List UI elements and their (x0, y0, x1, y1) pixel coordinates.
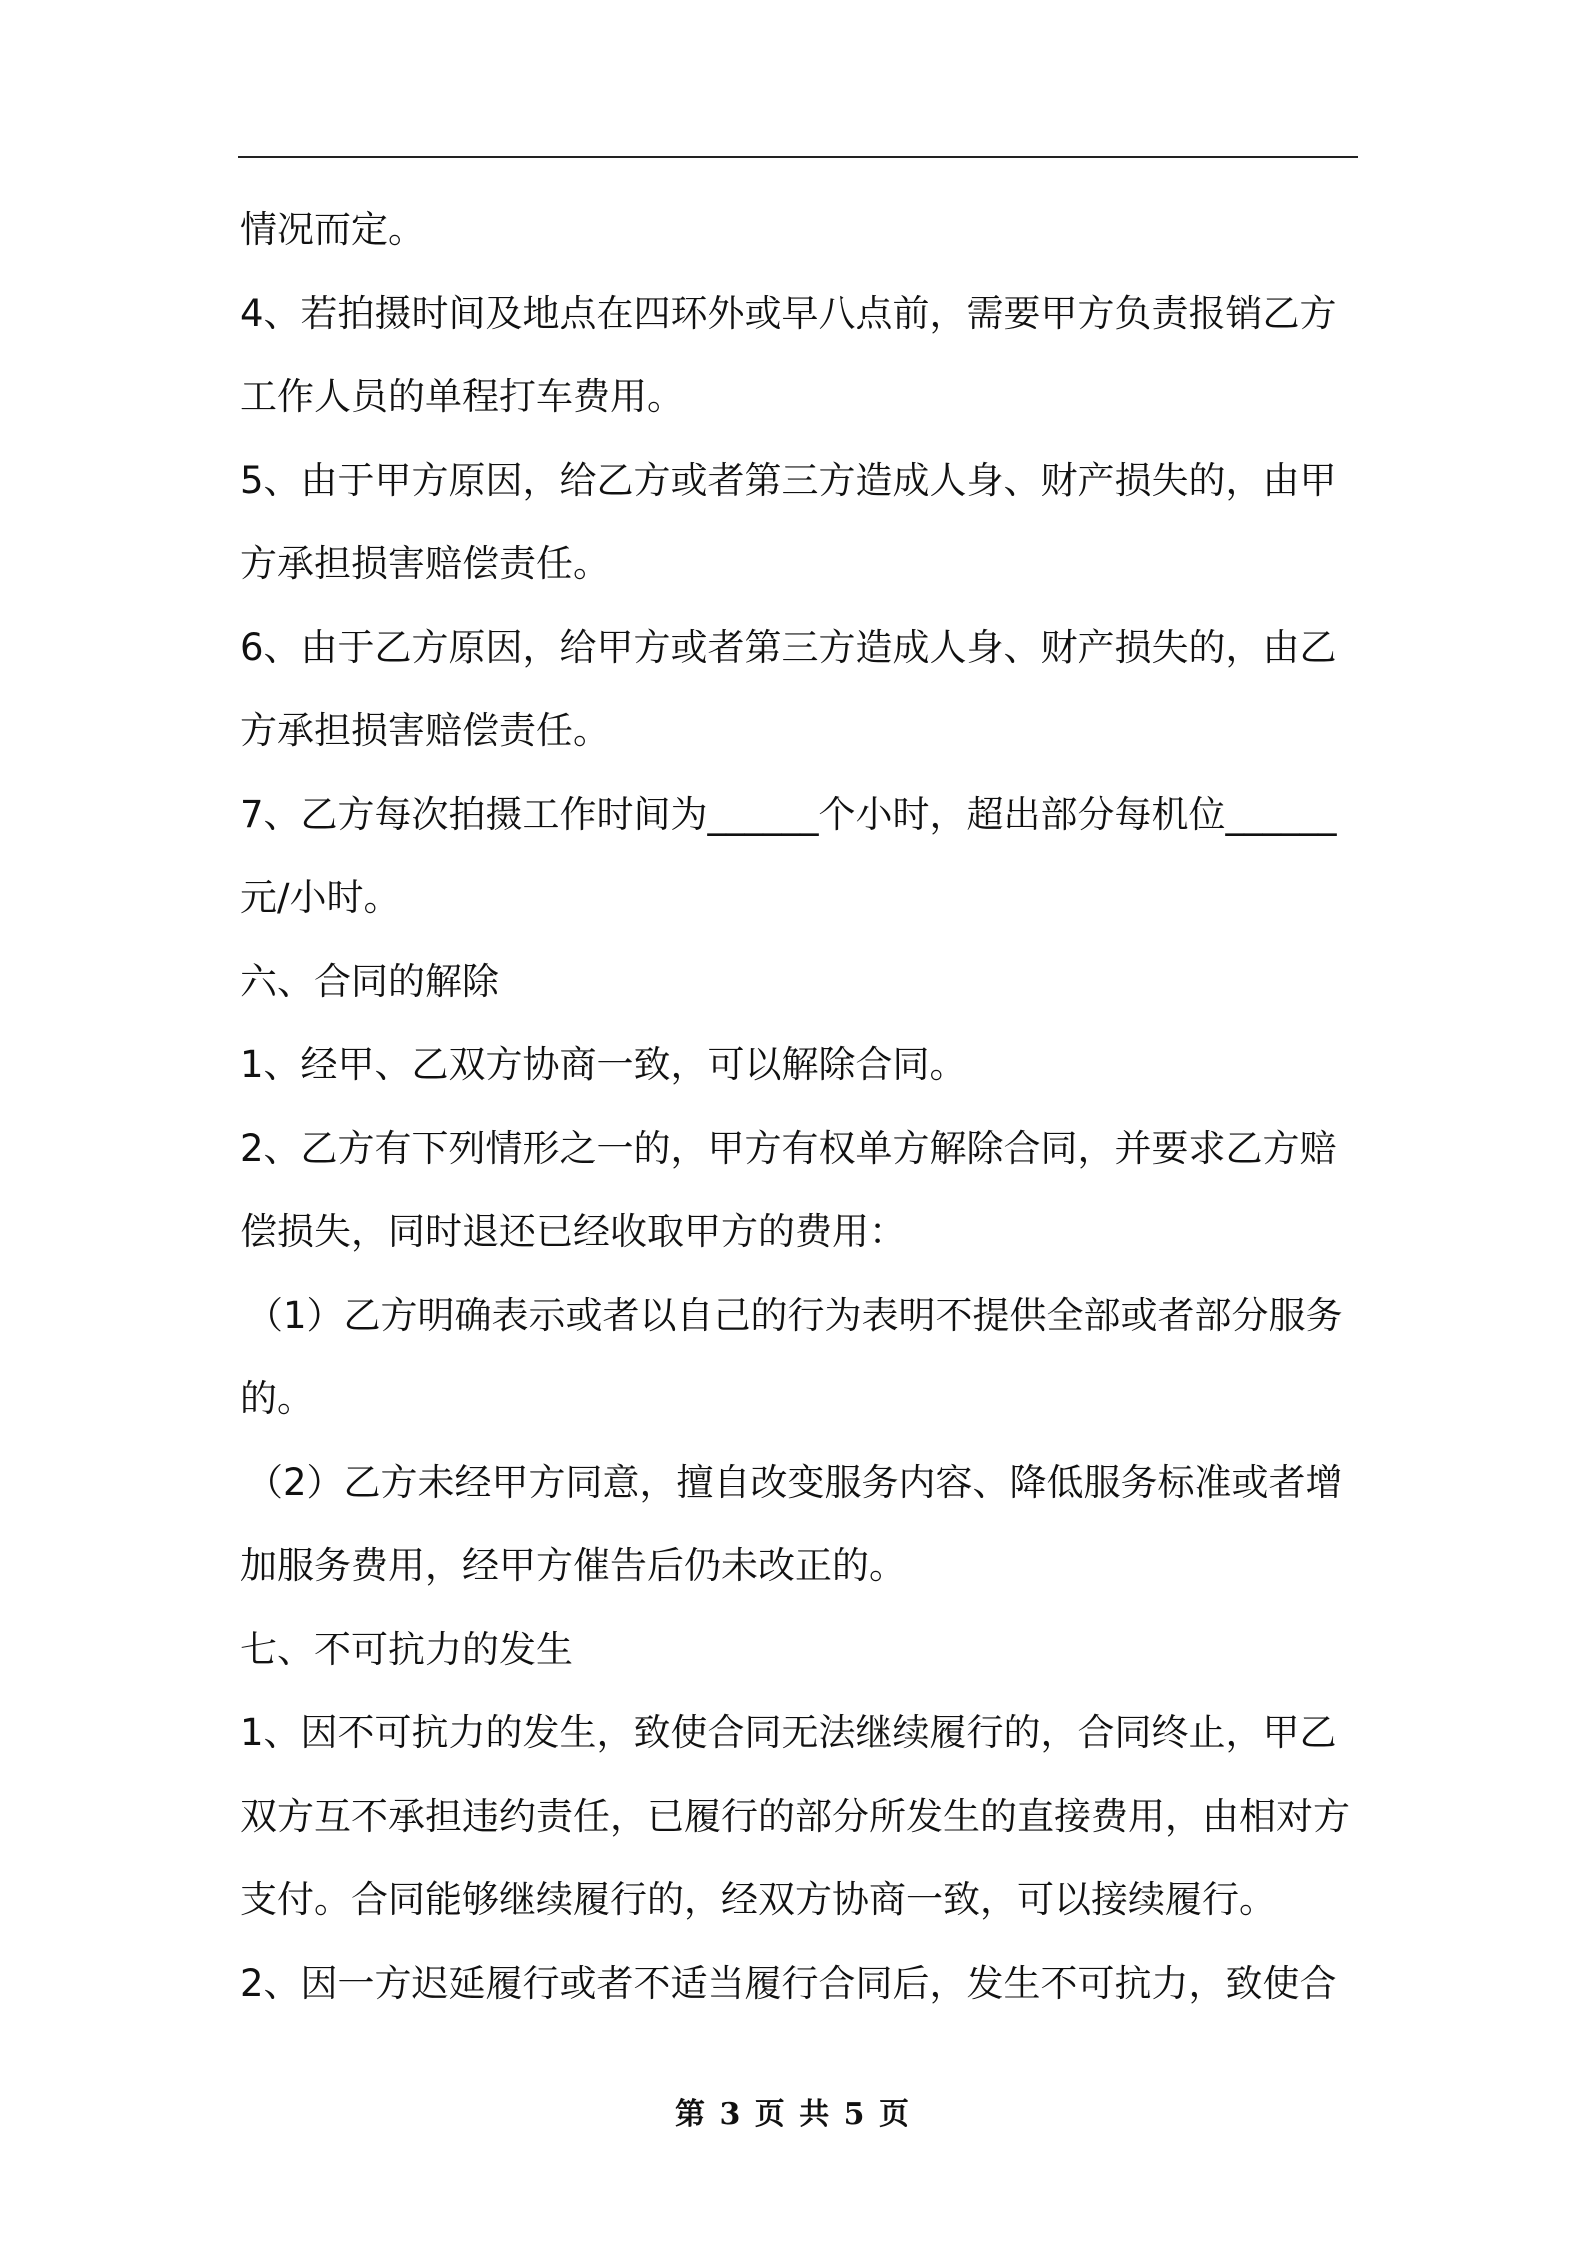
text-line: 的。 (240, 1377, 314, 1420)
text-line: 2、因一方迟延履行或者不适当履行合同后，发生不可抗力，致使合 (240, 1961, 1337, 2005)
text-line: 工作人员的单程打车费用。 (240, 375, 684, 418)
text-line: 支付。合同能够继续履行的，经双方协商一致，可以接续履行。 (240, 1878, 1276, 1921)
text-line: 方承担损害赔偿责任。 (240, 542, 610, 585)
text-line: 元/小时。 (240, 876, 401, 919)
text-line: 情况而定。 (240, 208, 425, 251)
text-line: 方承担损害赔偿责任。 (240, 709, 610, 752)
text-line: 偿损失，同时退还已经收取甲方的费用： (240, 1210, 906, 1253)
text-line: 双方互不承担违约责任，已履行的部分所发生的直接费用，由相对方 (240, 1794, 1350, 1838)
text-line: 6、由于乙方原因，给甲方或者第三方造成人身、财产损失的，由乙 (240, 625, 1337, 669)
text-line: （2）乙方未经甲方同意，擅自改变服务内容、降低服务标准或者增 (246, 1460, 1343, 1504)
document-body (240, 188, 1360, 2025)
text-line: 7、乙方每次拍摄工作时间为______个小时，超出部分每机位______ (240, 792, 1337, 836)
section-heading: 六、合同的解除 (240, 959, 499, 1003)
text-line: 1、因不可抗力的发生，致使合同无法继续履行的，合同终止，甲乙 (240, 1711, 1337, 1754)
text-line: 1、经甲、乙双方协商一致，可以解除合同。 (240, 1043, 967, 1086)
header-rule (238, 156, 1358, 158)
section-heading: 七、不可抗力的发生 (240, 1627, 573, 1671)
text-line: 加服务费用，经甲方催告后仍未改正的。 (240, 1544, 906, 1587)
text-line: 4、若拍摄时间及地点在四环外或早八点前，需要甲方负责报销乙方 (240, 291, 1337, 335)
text-line: （1）乙方明确表示或者以自己的行为表明不提供全部或者部分服务 (246, 1293, 1343, 1337)
text-line: 2、乙方有下列情形之一的，甲方有权单方解除合同，并要求乙方赔 (240, 1126, 1337, 1170)
page-number: 第 3 页 共 5 页 (675, 2097, 911, 2132)
text-line: 5、由于甲方原因，给乙方或者第三方造成人身、财产损失的，由甲 (240, 458, 1337, 502)
